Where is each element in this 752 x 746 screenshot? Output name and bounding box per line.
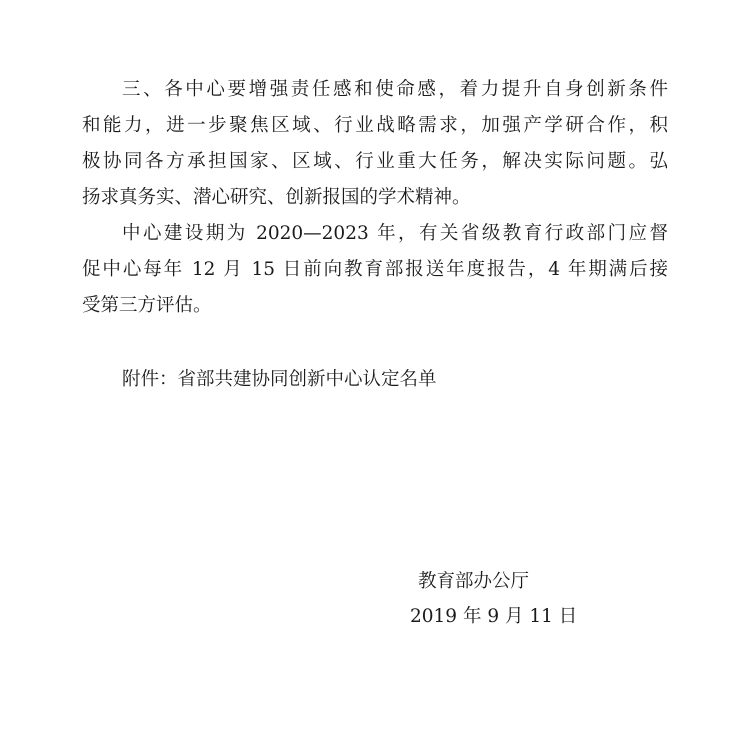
attachment-line: 附件：省部共建协同创新中心认定名单 (122, 369, 437, 390)
issue-date: 2019 年 9 月 11 日 (410, 606, 578, 627)
paragraph-3-line-1: 三、各中心要增强责任感和使命感，着力提升自身创新条件 (122, 79, 668, 100)
paragraph-4-line-3: 受第三方评估。 (82, 295, 212, 316)
paragraph-3-line-3: 极协同各方承担国家、区域、行业重大任务，解决实际问题。弘 (82, 151, 668, 172)
paragraph-3-line-4: 扬求真务实、潜心研究、创新报国的学术精神。 (82, 187, 471, 208)
paragraph-3-line-2: 和能力，进一步聚焦区域、行业战略需求，加强产学研合作，积 (82, 115, 668, 136)
issuer-name: 教育部办公厅 (418, 571, 530, 592)
paragraph-4-line-1: 中心建设期为 2020—2023 年，有关省级教育行政部门应督 (122, 223, 668, 244)
paragraph-4-line-2: 促中心每年 12 月 15 日前向教育部报送年度报告，4 年期满后接 (82, 259, 668, 280)
